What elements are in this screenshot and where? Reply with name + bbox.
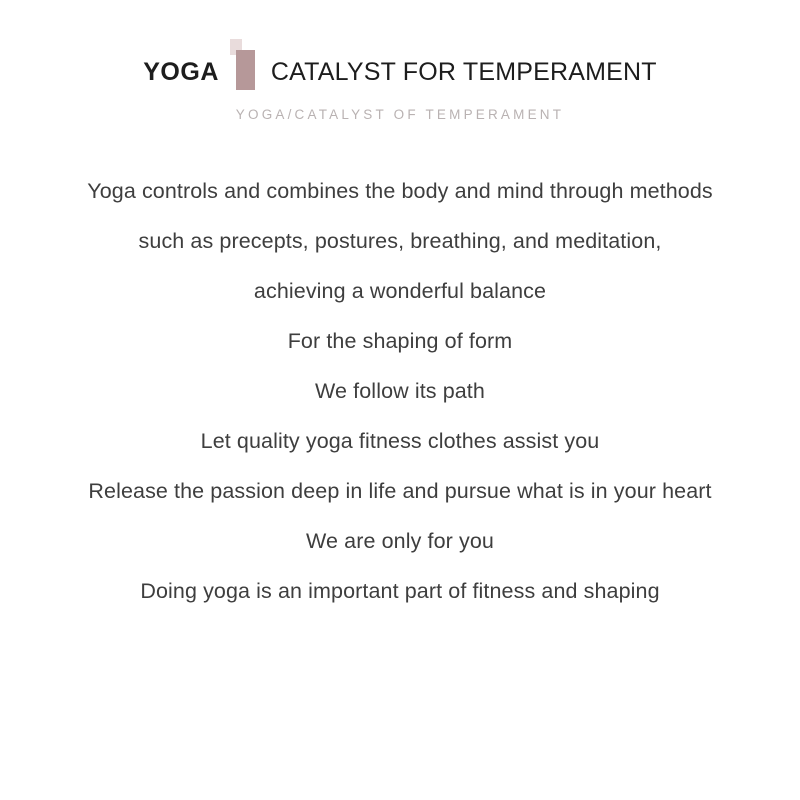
page-title: CATALYST FOR TEMPERAMENT [270, 57, 657, 86]
copy-line: Let quality yoga fitness clothes assist you [200, 429, 600, 453]
brand-title: YOGA [143, 57, 219, 86]
poster-header [0, 0, 800, 122]
copy-line: We follow its path [315, 379, 485, 403]
body-copy [0, 166, 800, 616]
swatch-dark-icon [236, 50, 255, 90]
copy-line: Release the passion deep in life and pursue what is in your heart [88, 479, 712, 503]
copy-line: Yoga controls and combines the body and mind through methods [87, 179, 713, 203]
copy-line: Doing yoga is an important part of fitness and shaping [140, 579, 660, 603]
copy-line: such as precepts, postures, breathing, and meditation, [138, 229, 662, 253]
copy-line: For the shaping of form [287, 329, 513, 353]
copy-line: We are only for you [306, 529, 494, 553]
page-subtitle: YOGA/CATALYST OF TEMPERAMENT [235, 107, 565, 122]
copy-line: achieving a wonderful balance [253, 279, 547, 303]
color-swatch-group [233, 50, 255, 94]
title-row [0, 52, 800, 92]
